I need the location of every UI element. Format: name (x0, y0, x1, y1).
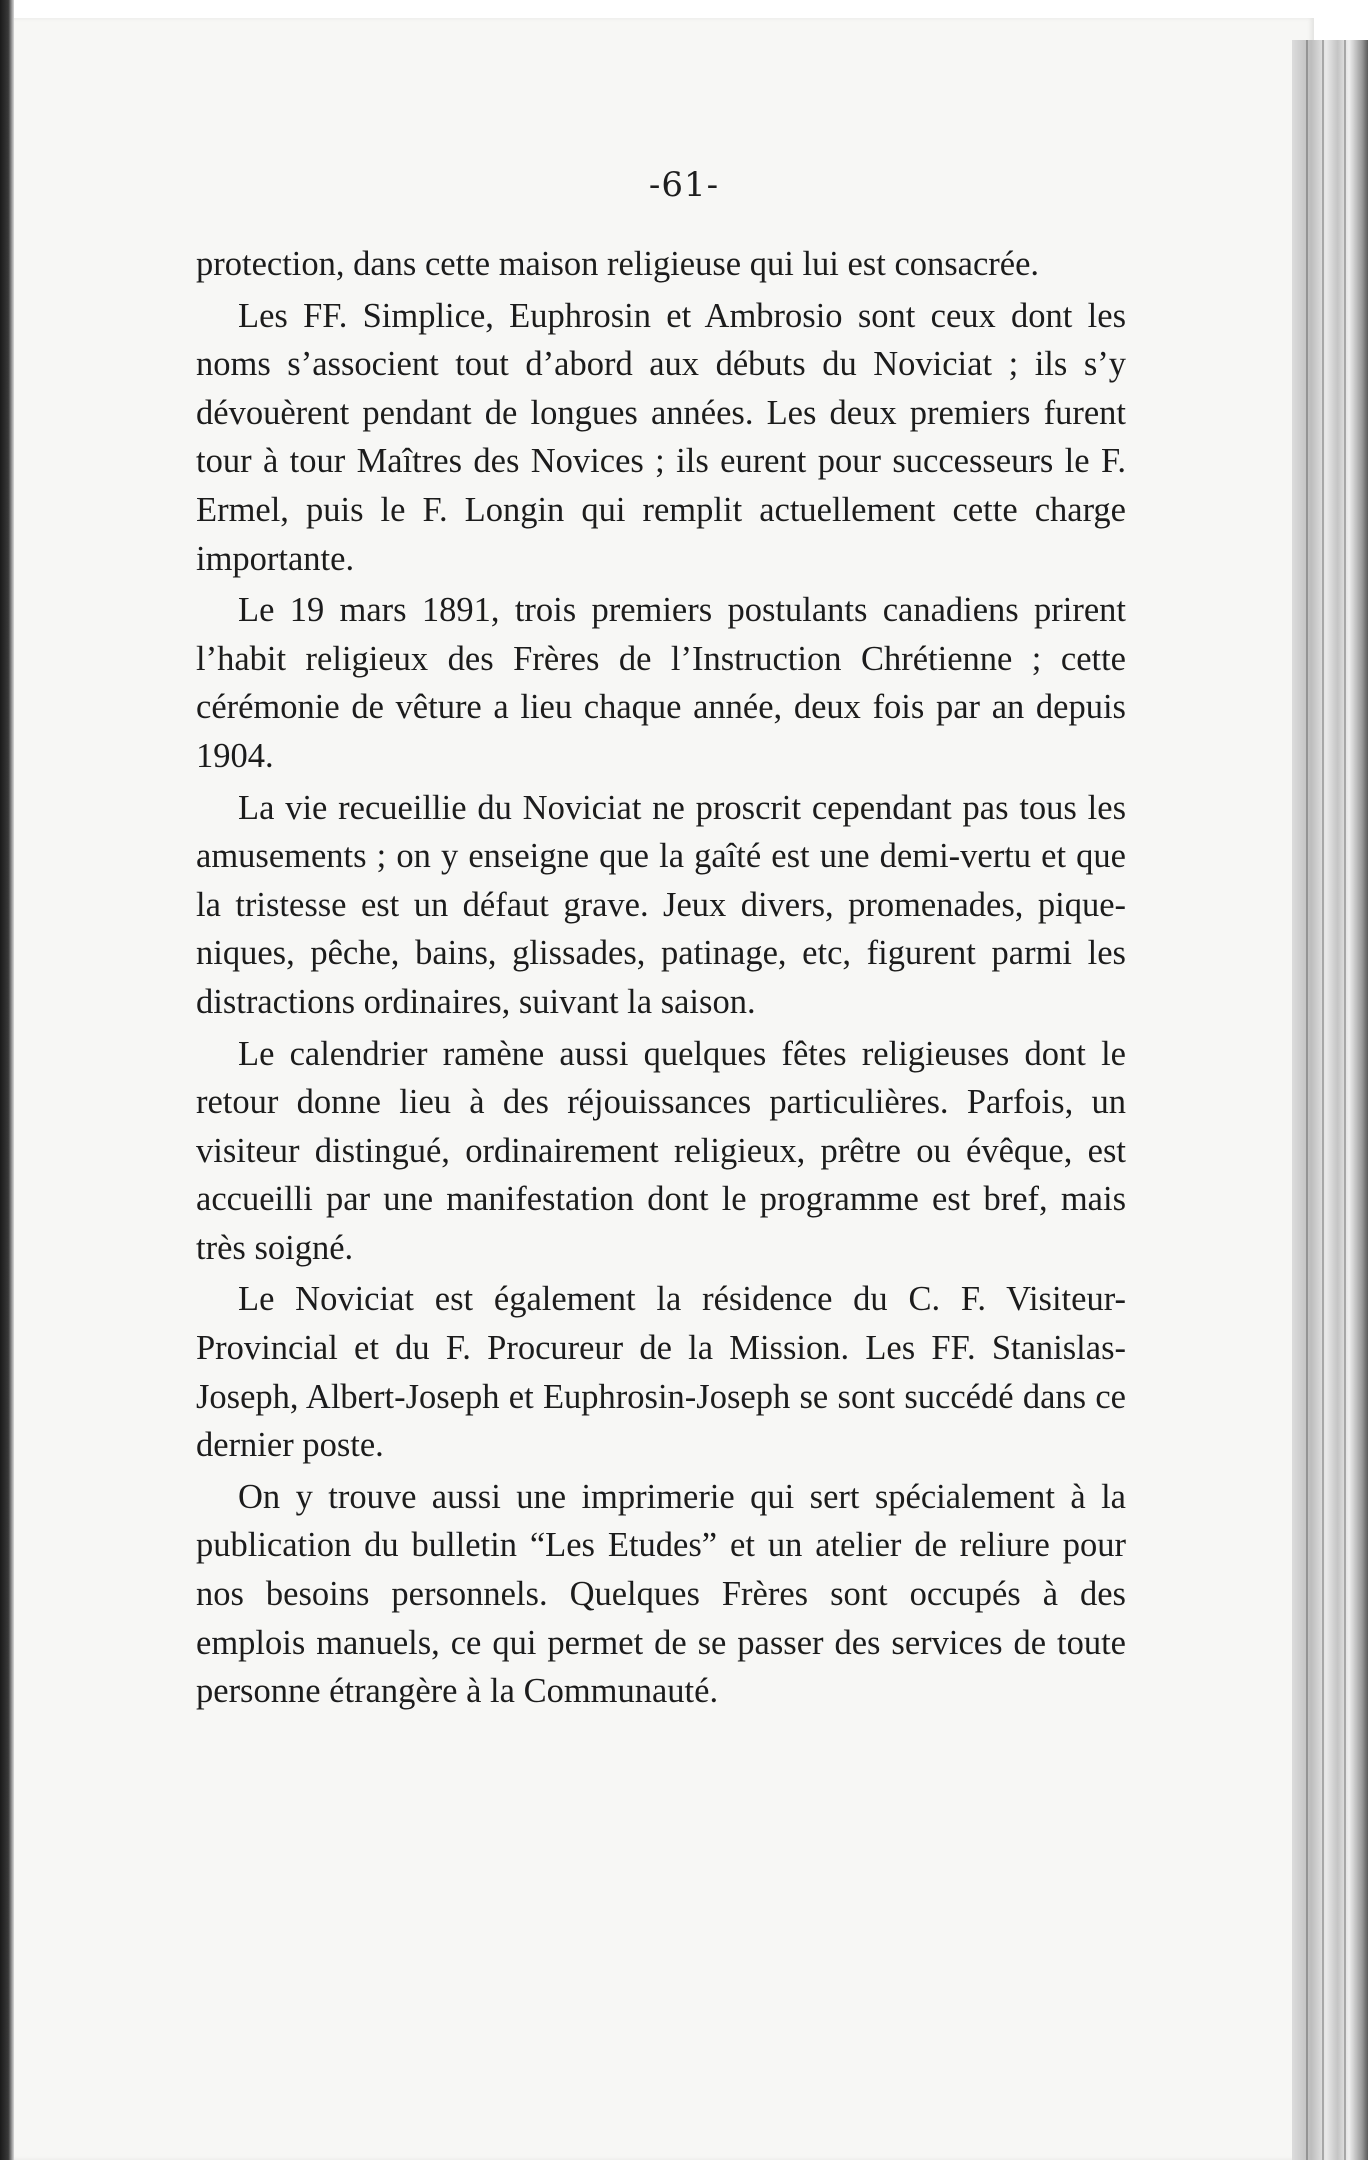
paragraph-1: protection, dans cette maison religieuse qui lui est consacrée. (196, 245, 1040, 283)
paragraph-5: Le calendrier ramène aussi quelques fêtes religieuses dont le retour donne lieu à des réjouissances particulières. Parfois, un visiteur distingué, ordinairement religieux, prêtre ou évêque, est accueilli par une manifestation dont le programme est bref, mais très soigné. (196, 1034, 1126, 1267)
paragraph-3: Le 19 mars 1891, trois premiers postulants canadiens prirent l’habit religieux des Frères de l’Instruction Chrétienne ; cette cérémonie de vêture a lieu chaque année, deux fois par an depuis 1904. (196, 591, 1126, 775)
body-text (196, 240, 1126, 1719)
paragraph-4: La vie recueillie du Noviciat ne proscrit cependant pas tous les amusements ; on y enseigne que la gaîté est une demi-vertu et que la tristesse est un défaut grave. Jeux divers, promenades, pique-niques, pêche, bains, glissades, patinage, etc, figurent parmi les distractions ordinaires, suivant la saison. (196, 788, 1126, 1021)
paragraph-6: Le Noviciat est également la résidence du C. F. Visiteur-Provincial et du F. Procureur de la Mission. Les FF. Stanislas-Joseph, Albert-Joseph et Euphrosin-Joseph se sont succédé dans ce dernier poste. (196, 1280, 1126, 1465)
paragraph-2: Les FF. Simplice, Euphrosin et Ambrosio sont ceux dont les noms s’associent tout d’abord aux débuts du Noviciat ; ils s’y dévouèrent pendant de longues années. Les deux premiers furent tour à tour Maîtres des Novices ; ils eurent pour successeurs le F. Ermel, puis le F. Longin qui remplit actuellement cette charge importante. (196, 296, 1126, 578)
page-number: -61- (648, 165, 720, 205)
binding-shadow (0, 0, 14, 2160)
paragraph-7: On y trouve aussi une imprimerie qui sert spécialement à la publication du bulletin “Les Etudes” et un atelier de reliure pour nos besoins personnels. Quelques Frères sont occupés à des emplois manuels, ce qui permet de se passer des services de toute personne étrangère à la Communauté. (196, 1477, 1126, 1711)
page-stack-edge (1292, 40, 1368, 2160)
